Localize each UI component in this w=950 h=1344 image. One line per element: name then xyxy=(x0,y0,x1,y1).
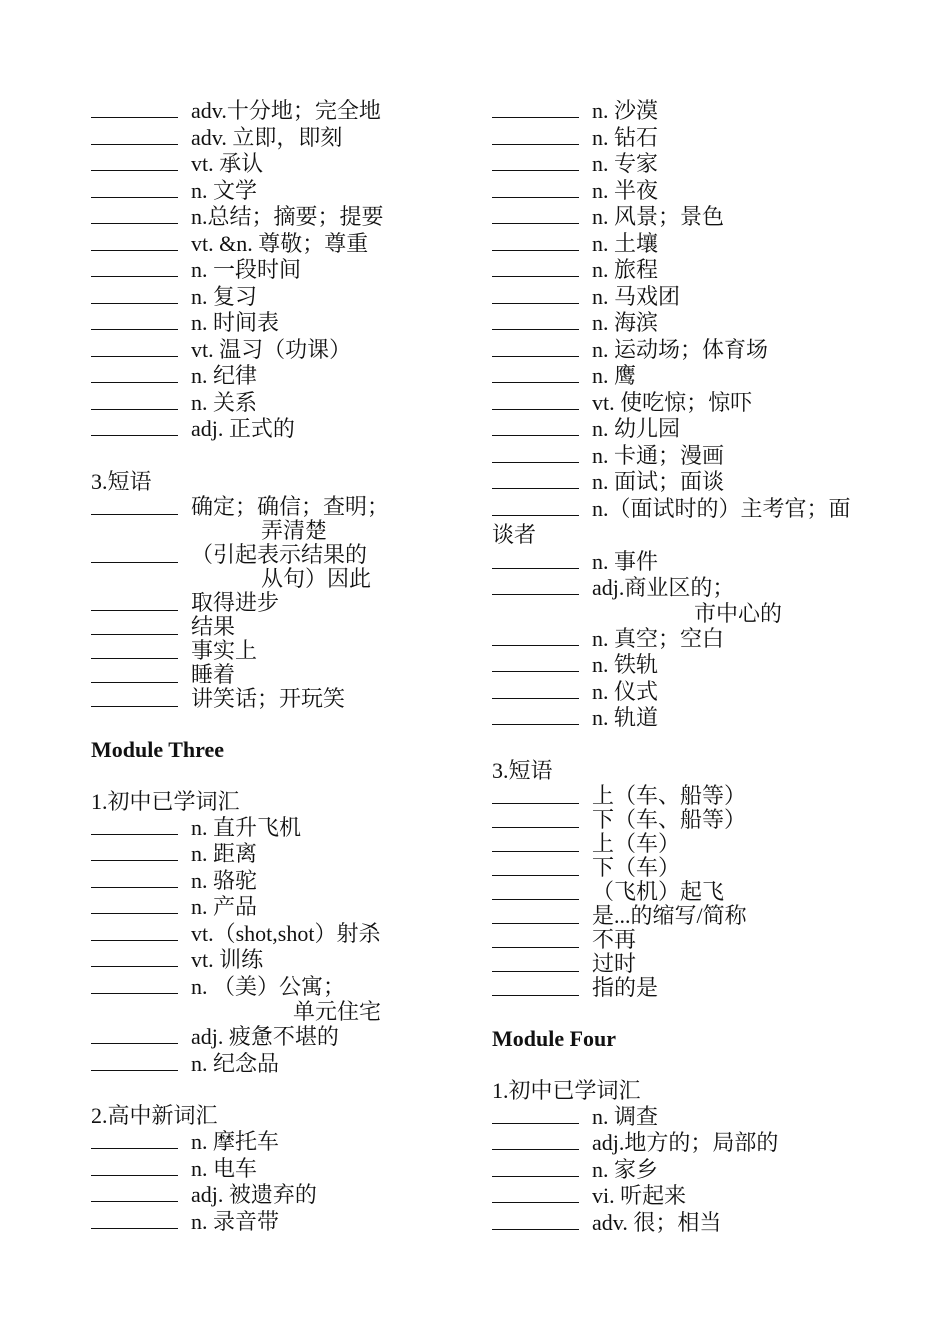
definition-text: 讲笑话；开玩笑 xyxy=(191,685,346,711)
definition-text: n. 真空；空白 xyxy=(592,625,725,651)
section-heading: 3.短语 xyxy=(91,468,152,494)
vocab-row xyxy=(492,1157,872,1184)
vocab-row xyxy=(492,549,872,576)
definition-text: adv.十分地；完全地 xyxy=(191,98,381,123)
definition-text: n. 产品 xyxy=(191,894,258,919)
vocab-row xyxy=(492,310,872,337)
definition-text: n. 仪式 xyxy=(592,678,659,704)
definition-text: adj. 疲惫不堪的 xyxy=(191,1024,339,1049)
answer-blank[interactable] xyxy=(492,808,579,828)
definition-text: n. 铁轨 xyxy=(592,652,659,677)
answer-blank[interactable] xyxy=(91,1051,178,1071)
answer-blank[interactable] xyxy=(91,615,178,635)
spacer xyxy=(91,763,476,789)
definition-text: adv. 立即，即刻 xyxy=(191,124,343,150)
vocab-row xyxy=(91,125,476,152)
spacer xyxy=(492,732,872,758)
definition-text: 下（车、船等） xyxy=(592,806,747,832)
definition-text: n. （美）公寓； xyxy=(191,973,346,999)
answer-blank[interactable] xyxy=(91,947,178,967)
right-column xyxy=(492,98,872,1236)
definition-text: n. 海滨 xyxy=(592,310,659,335)
definition-text: （飞机）起飞 xyxy=(592,878,725,904)
answer-blank[interactable] xyxy=(91,974,178,994)
vocab-row xyxy=(492,1210,872,1237)
definition-text: （引起表示结果的 xyxy=(191,541,368,567)
vocab-row xyxy=(492,337,872,364)
answer-blank[interactable] xyxy=(91,591,178,611)
vocab-row xyxy=(91,390,476,417)
definition-continuation xyxy=(91,1000,476,1024)
definition-text: n. 直升飞机 xyxy=(191,814,302,840)
definition-continuation xyxy=(91,519,476,543)
answer-blank[interactable] xyxy=(91,151,178,171)
vocab-row xyxy=(492,284,872,311)
answer-blank[interactable] xyxy=(91,416,178,436)
definition-text: 单元住宅 xyxy=(293,999,382,1024)
definition-text: n. 纪律 xyxy=(191,363,258,388)
answer-blank[interactable] xyxy=(91,921,178,941)
answer-blank[interactable] xyxy=(91,687,178,707)
answer-blank[interactable] xyxy=(91,894,178,914)
answer-blank[interactable] xyxy=(492,416,579,436)
definition-text: 取得进步 xyxy=(191,589,280,615)
phrase-row xyxy=(91,591,476,615)
definition-text: vt. 使吃惊；惊吓 xyxy=(592,389,753,415)
definition-text: 下（车） xyxy=(592,854,681,880)
vocab-row xyxy=(492,178,872,205)
definition-text: n. 轨道 xyxy=(592,705,659,730)
wrapped-definition: 谈者 xyxy=(492,522,537,547)
answer-blank[interactable] xyxy=(492,904,579,924)
definition-continuation xyxy=(492,602,872,626)
answer-blank[interactable] xyxy=(492,705,579,725)
vocab-row xyxy=(91,974,476,1001)
section-heading: 1.初中已学词汇 xyxy=(492,1077,641,1103)
answer-blank[interactable] xyxy=(492,928,579,948)
answer-blank[interactable] xyxy=(91,1182,178,1202)
answer-blank[interactable] xyxy=(91,1129,178,1149)
answer-blank[interactable] xyxy=(492,626,579,646)
vocab-row xyxy=(91,98,476,125)
definition-text: n. 调查 xyxy=(592,1103,659,1129)
answer-blank[interactable] xyxy=(91,98,178,118)
answer-blank[interactable] xyxy=(492,204,579,224)
vocab-row xyxy=(492,443,872,470)
vocab-row xyxy=(91,1156,476,1183)
answer-blank[interactable] xyxy=(91,363,178,383)
answer-blank[interactable] xyxy=(91,284,178,304)
spacer xyxy=(492,1000,872,1026)
definition-text: adj.商业区的； xyxy=(592,575,735,600)
vocab-row xyxy=(492,1183,872,1210)
answer-blank[interactable] xyxy=(91,663,178,683)
vocab-row xyxy=(492,204,872,231)
definition-text: adj. 被遗弃的 xyxy=(191,1182,317,1207)
vocab-row xyxy=(492,390,872,417)
vocab-row xyxy=(492,231,872,258)
answer-blank[interactable] xyxy=(91,841,178,861)
spacer xyxy=(91,443,476,469)
definition-text: 确定；确信；查明； xyxy=(191,493,390,519)
spacer xyxy=(91,1077,476,1103)
answer-blank[interactable] xyxy=(492,284,579,304)
phrase-row xyxy=(492,952,872,976)
vocab-row xyxy=(91,1209,476,1236)
answer-blank[interactable] xyxy=(91,231,178,251)
answer-blank[interactable] xyxy=(492,125,579,145)
answer-blank[interactable] xyxy=(91,639,178,659)
vocab-row xyxy=(492,705,872,732)
answer-blank[interactable] xyxy=(492,496,579,516)
phrase-row xyxy=(91,663,476,687)
definition-text: n. 骆驼 xyxy=(191,867,258,893)
answer-blank[interactable] xyxy=(492,231,579,251)
answer-blank[interactable] xyxy=(492,856,579,876)
module-title: Module Three xyxy=(91,736,225,762)
vocab-row xyxy=(492,257,872,284)
answer-blank[interactable] xyxy=(91,543,178,563)
vocab-row xyxy=(91,178,476,205)
vocab-row xyxy=(492,98,872,125)
vocab-row xyxy=(492,469,872,496)
definition-text: 上（车、船等） xyxy=(592,782,747,808)
vocab-row xyxy=(91,1129,476,1156)
answer-blank[interactable] xyxy=(492,784,579,804)
definition-text: n.（面试时的）主考官；面 xyxy=(592,495,851,521)
section-heading: 3.短语 xyxy=(492,757,553,783)
vocab-row xyxy=(91,151,476,178)
phrase-row xyxy=(492,832,872,856)
definition-text: adj.地方的；局部的 xyxy=(592,1130,779,1155)
answer-blank[interactable] xyxy=(492,1157,579,1177)
answer-blank[interactable] xyxy=(492,832,579,852)
answer-blank[interactable] xyxy=(91,390,178,410)
section-heading: 1.初中已学词汇 xyxy=(91,788,240,814)
answer-blank[interactable] xyxy=(492,469,579,489)
answer-blank[interactable] xyxy=(492,1130,579,1150)
answer-blank[interactable] xyxy=(492,952,579,972)
spacer xyxy=(91,711,476,737)
definition-text: n. 土壤 xyxy=(592,230,659,256)
answer-blank[interactable] xyxy=(492,257,579,277)
definition-text: 事实上 xyxy=(191,637,258,663)
vocab-row xyxy=(91,921,476,948)
phrase-row xyxy=(492,784,872,808)
answer-blank[interactable] xyxy=(492,880,579,900)
vocab-row xyxy=(91,1024,476,1051)
definition-text: n. 家乡 xyxy=(592,1156,659,1182)
answer-blank[interactable] xyxy=(91,178,178,198)
definition-text: n. 风景；景色 xyxy=(592,204,725,229)
definition-text: 睡着 xyxy=(191,661,236,687)
answer-blank[interactable] xyxy=(492,652,579,672)
answer-blank[interactable] xyxy=(492,443,579,463)
spacer xyxy=(492,1052,872,1078)
vocab-row xyxy=(492,151,872,178)
answer-blank[interactable] xyxy=(492,390,579,410)
definition-text: 市中心的 xyxy=(694,600,783,626)
answer-blank[interactable] xyxy=(492,1210,579,1230)
definition-text: n. 一段时间 xyxy=(191,257,302,282)
phrase-row xyxy=(91,543,476,567)
answer-blank[interactable] xyxy=(91,868,178,888)
definition-text: n. 纪念品 xyxy=(191,1050,280,1076)
definition-text: 从句）因此 xyxy=(261,565,372,591)
definition-continuation xyxy=(91,567,476,591)
definition-text: n. 旅程 xyxy=(592,257,659,282)
section-heading: 2.高中新词汇 xyxy=(91,1103,218,1128)
definition-text: n. 马戏团 xyxy=(592,283,681,309)
definition-text: n. 沙漠 xyxy=(592,98,659,123)
vocab-row xyxy=(91,1051,476,1078)
vocab-row xyxy=(91,894,476,921)
definition-text: n.总结；摘要；提要 xyxy=(191,204,384,229)
definition-text: 上（车） xyxy=(592,830,681,856)
definition-text: vt. &n. 尊敬；尊重 xyxy=(191,230,369,256)
phrase-row xyxy=(492,904,872,928)
vocab-row xyxy=(492,1130,872,1157)
answer-blank[interactable] xyxy=(492,1104,579,1124)
vocab-row xyxy=(492,416,872,443)
answer-blank[interactable] xyxy=(492,1183,579,1203)
vocab-row xyxy=(492,626,872,653)
vocab-row xyxy=(492,679,872,706)
answer-blank[interactable] xyxy=(492,337,579,357)
definition-text: n. 摩托车 xyxy=(191,1129,280,1154)
definition-text: 过时 xyxy=(592,950,637,976)
vocab-row xyxy=(91,416,476,443)
vocab-row xyxy=(91,310,476,337)
vocab-row xyxy=(492,125,872,152)
definition-text: 不再 xyxy=(592,926,637,952)
definition-text: n. 卡通；漫画 xyxy=(592,442,725,468)
answer-blank[interactable] xyxy=(91,1209,178,1229)
definition-text: n. 复习 xyxy=(191,283,258,309)
definition-text: n. 半夜 xyxy=(592,177,659,203)
vocab-row xyxy=(91,284,476,311)
phrase-row xyxy=(492,880,872,904)
definition-text: n. 鹰 xyxy=(592,363,637,388)
definition-text: n. 录音带 xyxy=(191,1208,280,1234)
vocab-row xyxy=(91,868,476,895)
answer-blank[interactable] xyxy=(492,976,579,996)
answer-blank[interactable] xyxy=(492,363,579,383)
vocab-row xyxy=(91,947,476,974)
definition-text: n. 面试；面谈 xyxy=(592,469,725,494)
definition-text: 是...的缩写/简称 xyxy=(592,902,747,928)
definition-text: n. 距离 xyxy=(191,841,258,866)
vocab-row xyxy=(91,257,476,284)
vocab-row xyxy=(492,496,872,523)
definition-text: n. 时间表 xyxy=(191,310,280,335)
definition-text: vt. 温习（功课） xyxy=(191,336,352,362)
definition-text: 指的是 xyxy=(592,974,659,1000)
vocab-row xyxy=(91,204,476,231)
definition-text: n. 专家 xyxy=(592,151,659,176)
vocab-row xyxy=(492,575,872,602)
answer-blank[interactable] xyxy=(492,575,579,595)
vocab-row xyxy=(91,231,476,258)
answer-blank[interactable] xyxy=(492,679,579,699)
answer-blank[interactable] xyxy=(91,310,178,330)
phrase-row xyxy=(492,976,872,1000)
left-column xyxy=(91,98,476,1235)
answer-blank[interactable] xyxy=(91,337,178,357)
answer-blank[interactable] xyxy=(492,178,579,198)
definition-text: vt. 承认 xyxy=(191,151,264,176)
phrase-row xyxy=(492,808,872,832)
answer-blank[interactable] xyxy=(91,1156,178,1176)
answer-blank[interactable] xyxy=(492,98,579,118)
definition-text: n. 幼儿园 xyxy=(592,416,681,441)
answer-blank[interactable] xyxy=(492,310,579,330)
answer-blank[interactable] xyxy=(492,151,579,171)
answer-blank[interactable] xyxy=(91,125,178,145)
vocab-row xyxy=(492,363,872,390)
answer-blank[interactable] xyxy=(91,257,178,277)
definition-text: n. 钻石 xyxy=(592,124,659,150)
module-title: Module Four xyxy=(492,1025,617,1051)
vocab-row xyxy=(91,815,476,842)
definition-text: vt.（shot,shot）射杀 xyxy=(191,920,381,946)
definition-text: n. 关系 xyxy=(191,389,258,415)
definition-text: adv. 很；相当 xyxy=(592,1209,722,1235)
vocab-row xyxy=(91,337,476,364)
answer-blank[interactable] xyxy=(91,204,178,224)
phrase-row xyxy=(91,615,476,639)
phrase-row xyxy=(91,639,476,663)
vocab-row xyxy=(492,652,872,679)
vocab-row xyxy=(492,1104,872,1131)
definition-text: vt. 训练 xyxy=(191,947,264,972)
phrase-row xyxy=(492,928,872,952)
definition-text: 弄清楚 xyxy=(261,517,328,543)
phrase-row xyxy=(91,687,476,711)
answer-blank[interactable] xyxy=(91,495,178,515)
definition-text: 结果 xyxy=(191,613,236,639)
definition-text: n. 事件 xyxy=(592,548,659,574)
vocab-row xyxy=(91,841,476,868)
answer-blank[interactable] xyxy=(492,549,579,569)
vocab-row xyxy=(91,1182,476,1209)
answer-blank[interactable] xyxy=(91,815,178,835)
definition-text: n. 电车 xyxy=(191,1155,258,1181)
definition-text: vi. 听起来 xyxy=(592,1183,687,1208)
phrase-row xyxy=(91,495,476,519)
phrase-row xyxy=(492,856,872,880)
definition-text: adj. 正式的 xyxy=(191,416,295,441)
definition-text: n. 文学 xyxy=(191,177,258,203)
definition-text: n. 运动场；体育场 xyxy=(592,336,769,362)
answer-blank[interactable] xyxy=(91,1024,178,1044)
vocab-row xyxy=(91,363,476,390)
